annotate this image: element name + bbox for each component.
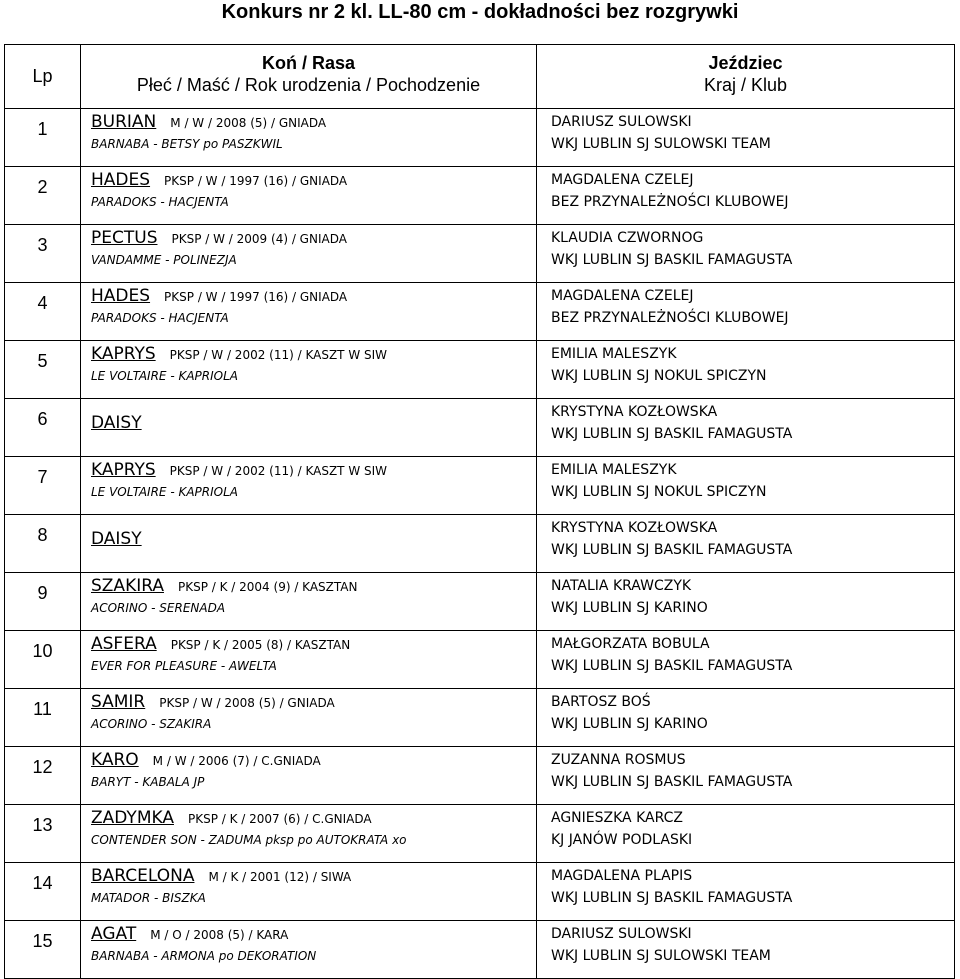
rider-name: KLAUDIA CZWORNOG (551, 230, 704, 246)
rider-cell (537, 167, 955, 225)
header-horse-subtitle: Płeć / Maść / Rok urodzenia / Pochodzenie (136, 75, 481, 95)
rider-cell (537, 921, 955, 979)
rider-name: DARIUSZ SULOWSKI (551, 114, 692, 130)
horse-cell (81, 167, 537, 225)
rider-cell (537, 573, 955, 631)
horse-pedigree: CONTENDER SON - ZADUMA pksp po AUTOKRATA xo (91, 833, 407, 847)
rider-name: EMILIA MALESZYK (551, 462, 677, 478)
horse-details: M / W / 2008 (5) / GNIADA (170, 116, 327, 130)
horse-details: PKSP / K / 2007 (6) / C.GNIADA (187, 812, 372, 826)
horse-cell (81, 109, 537, 167)
table-row (5, 515, 955, 573)
rider-name: KRYSTYNA KOZŁOWSKA (551, 520, 718, 536)
table-row (5, 921, 955, 979)
horse-name: PECTUS (91, 228, 158, 248)
table-row (5, 747, 955, 805)
header-rider-title: Jeździec (708, 53, 783, 73)
rider-club: WKJ LUBLIN SJ BASKIL FAMAGUSTA (551, 774, 793, 790)
rider-club: WKJ LUBLIN SJ BASKIL FAMAGUSTA (551, 658, 793, 674)
horse-details: PKSP / W / 1997 (16) / GNIADA (164, 290, 348, 304)
row-number: 8 (5, 515, 81, 573)
table-row (5, 399, 955, 457)
rider-cell (537, 747, 955, 805)
horse-name: HADES (91, 286, 151, 306)
horse-line (91, 515, 536, 551)
horse-cell (81, 457, 537, 515)
horse-line (91, 399, 536, 435)
horse-name: SZAKIRA (91, 576, 164, 596)
horse-cell (81, 225, 537, 283)
horse-pedigree: BARYT - KABALA JP (91, 775, 205, 789)
horse-pedigree: LE VOLTAIRE - KAPRIOLA (91, 369, 238, 383)
horse-pedigree: ACORINO - SZAKIRA (91, 717, 212, 731)
rider-club: WKJ LUBLIN SJ BASKIL FAMAGUSTA (551, 890, 793, 906)
horse-pedigree: EVER FOR PLEASURE - AWELTA (91, 659, 277, 673)
rider-club: BEZ PRZYNALEŻNOŚCI KLUBOWEJ (551, 194, 789, 210)
rider-name: EMILIA MALESZYK (551, 346, 677, 362)
header-rider (537, 45, 955, 109)
rider-name: ZUZANNA ROSMUS (551, 752, 686, 768)
horse-line (91, 805, 536, 830)
table-header (5, 45, 955, 109)
horse-name: SAMIR (91, 692, 146, 712)
rider-name: MAGDALENA CZELEJ (551, 288, 694, 304)
row-number: 15 (5, 921, 81, 979)
rider-cell (537, 689, 955, 747)
horse-pedigree: ACORINO - SERENADA (91, 601, 226, 615)
header-horse (81, 45, 537, 109)
horse-name: ZADYMKA (91, 808, 174, 828)
rider-cell (537, 457, 955, 515)
rider-name: DARIUSZ SULOWSKI (551, 926, 692, 942)
rider-club: WKJ LUBLIN SJ KARINO (551, 716, 708, 732)
rider-name: MAGDALENA PLAPIS (551, 868, 693, 884)
horse-name: HADES (91, 170, 151, 190)
page-title: Konkurs nr 2 kl. LL-80 cm - dokładności bez rozgrywki (221, 1, 739, 23)
horse-pedigree: BARNABA - BETSY po PASZKWIL (91, 137, 283, 151)
rider-name: KRYSTYNA KOZŁOWSKA (551, 404, 718, 420)
row-number: 4 (5, 283, 81, 341)
rider-club: KJ JANÓW PODLASKI (551, 832, 693, 848)
horse-line (91, 747, 536, 772)
horse-line (91, 225, 536, 250)
horse-details: PKSP / K / 2005 (8) / KASZTAN (170, 638, 351, 652)
horse-details: PKSP / W / 2002 (11) / KASZT W SIW (169, 464, 388, 478)
horse-line (91, 457, 536, 482)
rider-name: AGNIESZKA KARCZ (551, 810, 683, 826)
table-row (5, 225, 955, 283)
rider-cell (537, 631, 955, 689)
header-lp: Lp (5, 45, 81, 109)
table-row (5, 457, 955, 515)
horse-cell (81, 747, 537, 805)
row-number: 11 (5, 689, 81, 747)
row-number: 5 (5, 341, 81, 399)
row-number: 3 (5, 225, 81, 283)
row-number: 13 (5, 805, 81, 863)
horse-cell (81, 863, 537, 921)
header-horse-title: Koń / Rasa (261, 53, 356, 73)
rider-cell (537, 805, 955, 863)
horse-name: BARCELONA (91, 866, 195, 886)
rider-name: MAGDALENA CZELEJ (551, 172, 694, 188)
table-row (5, 689, 955, 747)
rider-club: WKJ LUBLIN SJ SULOWSKI TEAM (551, 136, 771, 152)
row-number: 14 (5, 863, 81, 921)
horse-line (91, 921, 536, 946)
rider-cell (537, 863, 955, 921)
table-row (5, 167, 955, 225)
rider-cell (537, 109, 955, 167)
horse-details: PKSP / W / 2002 (11) / KASZT W SIW (169, 348, 388, 362)
rider-cell (537, 515, 955, 573)
table-row (5, 283, 955, 341)
horse-pedigree: BARNABA - ARMONA po DEKORATION (91, 949, 317, 963)
rider-club: WKJ LUBLIN SJ BASKIL FAMAGUSTA (551, 252, 793, 268)
horse-details: M / W / 2006 (7) / C.GNIADA (152, 754, 321, 768)
horse-pedigree: VANDAMME - POLINEZJA (91, 253, 237, 267)
horse-details: PKSP / K / 2004 (9) / KASZTAN (177, 580, 358, 594)
row-number: 2 (5, 167, 81, 225)
horse-name: KAPRYS (91, 460, 156, 480)
horse-cell (81, 341, 537, 399)
horse-line (91, 167, 536, 192)
rider-cell (537, 399, 955, 457)
horse-details: PKSP / W / 2009 (4) / GNIADA (171, 232, 347, 246)
table-row (5, 573, 955, 631)
horse-details: PKSP / W / 2008 (5) / GNIADA (159, 696, 335, 710)
rider-name: NATALIA KRAWCZYK (551, 578, 692, 594)
rider-club: WKJ LUBLIN SJ NOKUL SPICZYN (551, 368, 767, 384)
horse-line (91, 341, 536, 366)
horse-cell (81, 805, 537, 863)
horse-line (91, 283, 536, 308)
horse-name: BURIAN (91, 112, 157, 132)
horse-details: M / O / 2008 (5) / KARA (150, 928, 289, 942)
rider-club: WKJ LUBLIN SJ NOKUL SPICZYN (551, 484, 767, 500)
horse-pedigree: PARADOKS - HACJENTA (91, 311, 229, 325)
row-number: 1 (5, 109, 81, 167)
horse-line (91, 689, 536, 714)
rider-club: BEZ PRZYNALEŻNOŚCI KLUBOWEJ (551, 310, 789, 326)
row-number: 9 (5, 573, 81, 631)
header-rider-subtitle: Kraj / Klub (703, 75, 788, 95)
horse-details: PKSP / W / 1997 (16) / GNIADA (164, 174, 348, 188)
horse-pedigree: MATADOR - BISZKA (91, 891, 206, 905)
rider-name: MAŁGORZATA BOBULA (551, 636, 710, 652)
rider-cell (537, 341, 955, 399)
rider-cell (537, 225, 955, 283)
horse-line (91, 631, 536, 656)
horse-cell (81, 689, 537, 747)
horse-name: KAPRYS (91, 344, 156, 364)
horse-name: DAISY (91, 413, 142, 433)
horse-line (91, 109, 536, 134)
horse-cell (81, 921, 537, 979)
rider-club: WKJ LUBLIN SJ BASKIL FAMAGUSTA (551, 426, 793, 442)
horse-name: KARO (91, 750, 139, 770)
horse-cell (81, 515, 537, 573)
horse-pedigree: PARADOKS - HACJENTA (91, 195, 229, 209)
row-number: 7 (5, 457, 81, 515)
horse-line (91, 573, 536, 598)
results-table (4, 44, 955, 979)
rider-club: WKJ LUBLIN SJ KARINO (551, 600, 708, 616)
rider-cell (537, 283, 955, 341)
rider-club: WKJ LUBLIN SJ BASKIL FAMAGUSTA (551, 542, 793, 558)
table-row (5, 109, 955, 167)
horse-details: M / K / 2001 (12) / SIWA (208, 870, 352, 884)
horse-name: AGAT (91, 924, 137, 944)
row-number: 10 (5, 631, 81, 689)
horse-pedigree: LE VOLTAIRE - KAPRIOLA (91, 485, 238, 499)
horse-name: DAISY (91, 529, 142, 549)
horse-cell (81, 573, 537, 631)
horse-cell (81, 399, 537, 457)
table-row (5, 631, 955, 689)
rider-name: BARTOSZ BOŚ (551, 694, 651, 710)
horse-line (91, 863, 536, 888)
table-row (5, 863, 955, 921)
horse-name: ASFERA (91, 634, 157, 654)
row-number: 12 (5, 747, 81, 805)
row-number: 6 (5, 399, 81, 457)
horse-cell (81, 631, 537, 689)
table-row (5, 341, 955, 399)
table-row (5, 805, 955, 863)
rider-club: WKJ LUBLIN SJ SULOWSKI TEAM (551, 948, 771, 964)
horse-cell (81, 283, 537, 341)
